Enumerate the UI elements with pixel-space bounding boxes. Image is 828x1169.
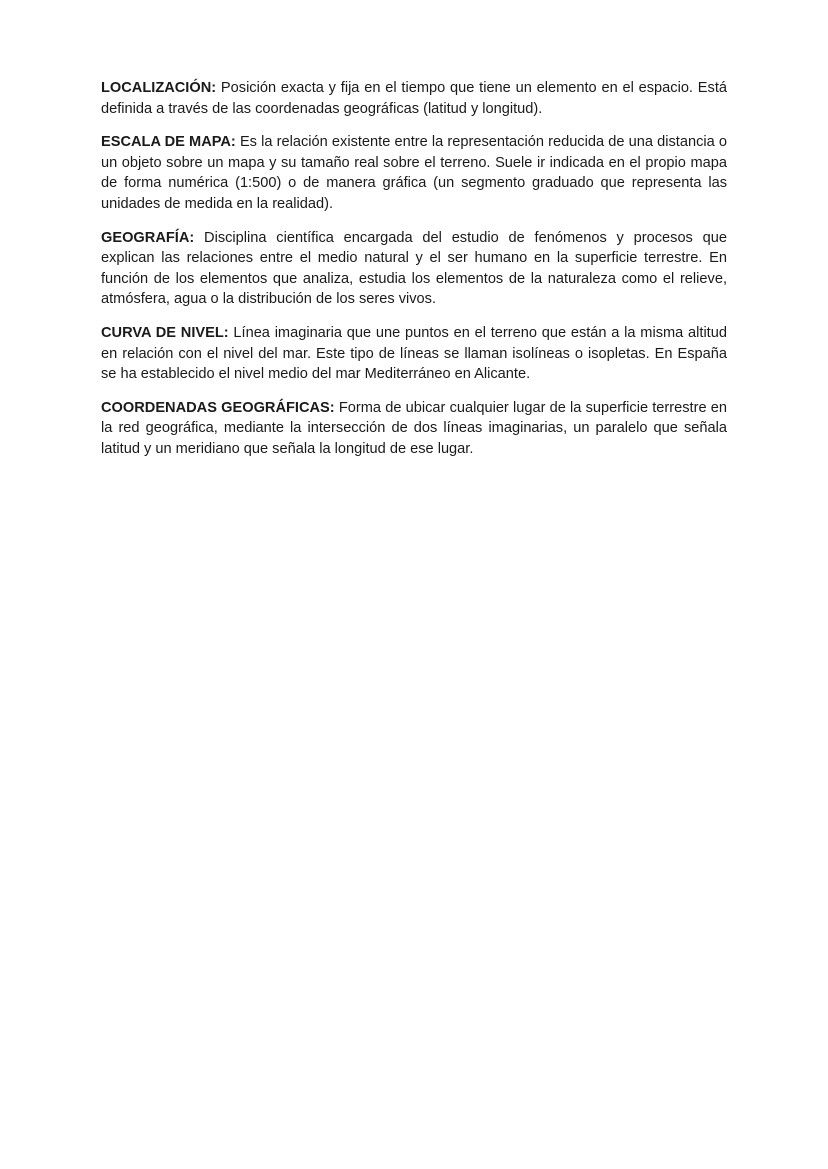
glossary-entry-curva-de-nivel (101, 323, 727, 385)
glossary-definition: Posición exacta y fija en el tiempo que tiene un elemento en el espacio. Está definida a través de las coordenadas geográficas (latitud y longitud). (101, 80, 727, 117)
glossary-term: GEOGRAFÍA: (101, 229, 195, 246)
document-page (101, 78, 727, 473)
glossary-definition: Línea imaginaria que une puntos en el terreno que están a la misma altitud en relación con el nivel del mar. Este tipo de líneas se llaman isolíneas o isopletas. En España se ha establecido el nivel medio del mar Mediterráneo en Alicante. (101, 324, 727, 383)
glossary-entry-geografia (101, 228, 727, 310)
glossary-definition: Disciplina científica encargada del estudio de fenómenos y procesos que explican las relaciones entre el medio natural y el ser humano en la superficie terrestre. En función de los elementos que analiza, estudia los elementos de la naturaleza como el relieve, atmósfera, agua o la distribución de los seres vivos. (101, 229, 727, 308)
glossary-term: ESCALA DE MAPA: (101, 134, 236, 151)
glossary-term: LOCALIZACIÓN: (101, 80, 217, 96)
glossary-definition: Forma de ubicar cualquier lugar de la superficie terrestre en la red geográfica, mediante la intersección de dos líneas imaginarias, un paralelo que señala latitud y un meridiano que señala la longitud de ese lugar. (101, 399, 728, 457)
glossary-entry-localizacion (101, 78, 727, 119)
glossary-definition: Es la relación existente entre la representación reducida de una distancia o un objeto sobre un mapa y su tamaño real sobre el terreno. Suele ir indicada en el propio mapa de forma numérica (1:500) o de manera gráfica (un segmento graduado que representa las unidades de medida en la realidad). (101, 134, 727, 212)
glossary-entry-escala-de-mapa (101, 132, 727, 214)
glossary-term: COORDENADAS GEOGRÁFICAS: (101, 399, 335, 416)
glossary-entry-coordenadas-geograficas (101, 398, 727, 460)
glossary-term: CURVA DE NIVEL: (101, 324, 229, 341)
